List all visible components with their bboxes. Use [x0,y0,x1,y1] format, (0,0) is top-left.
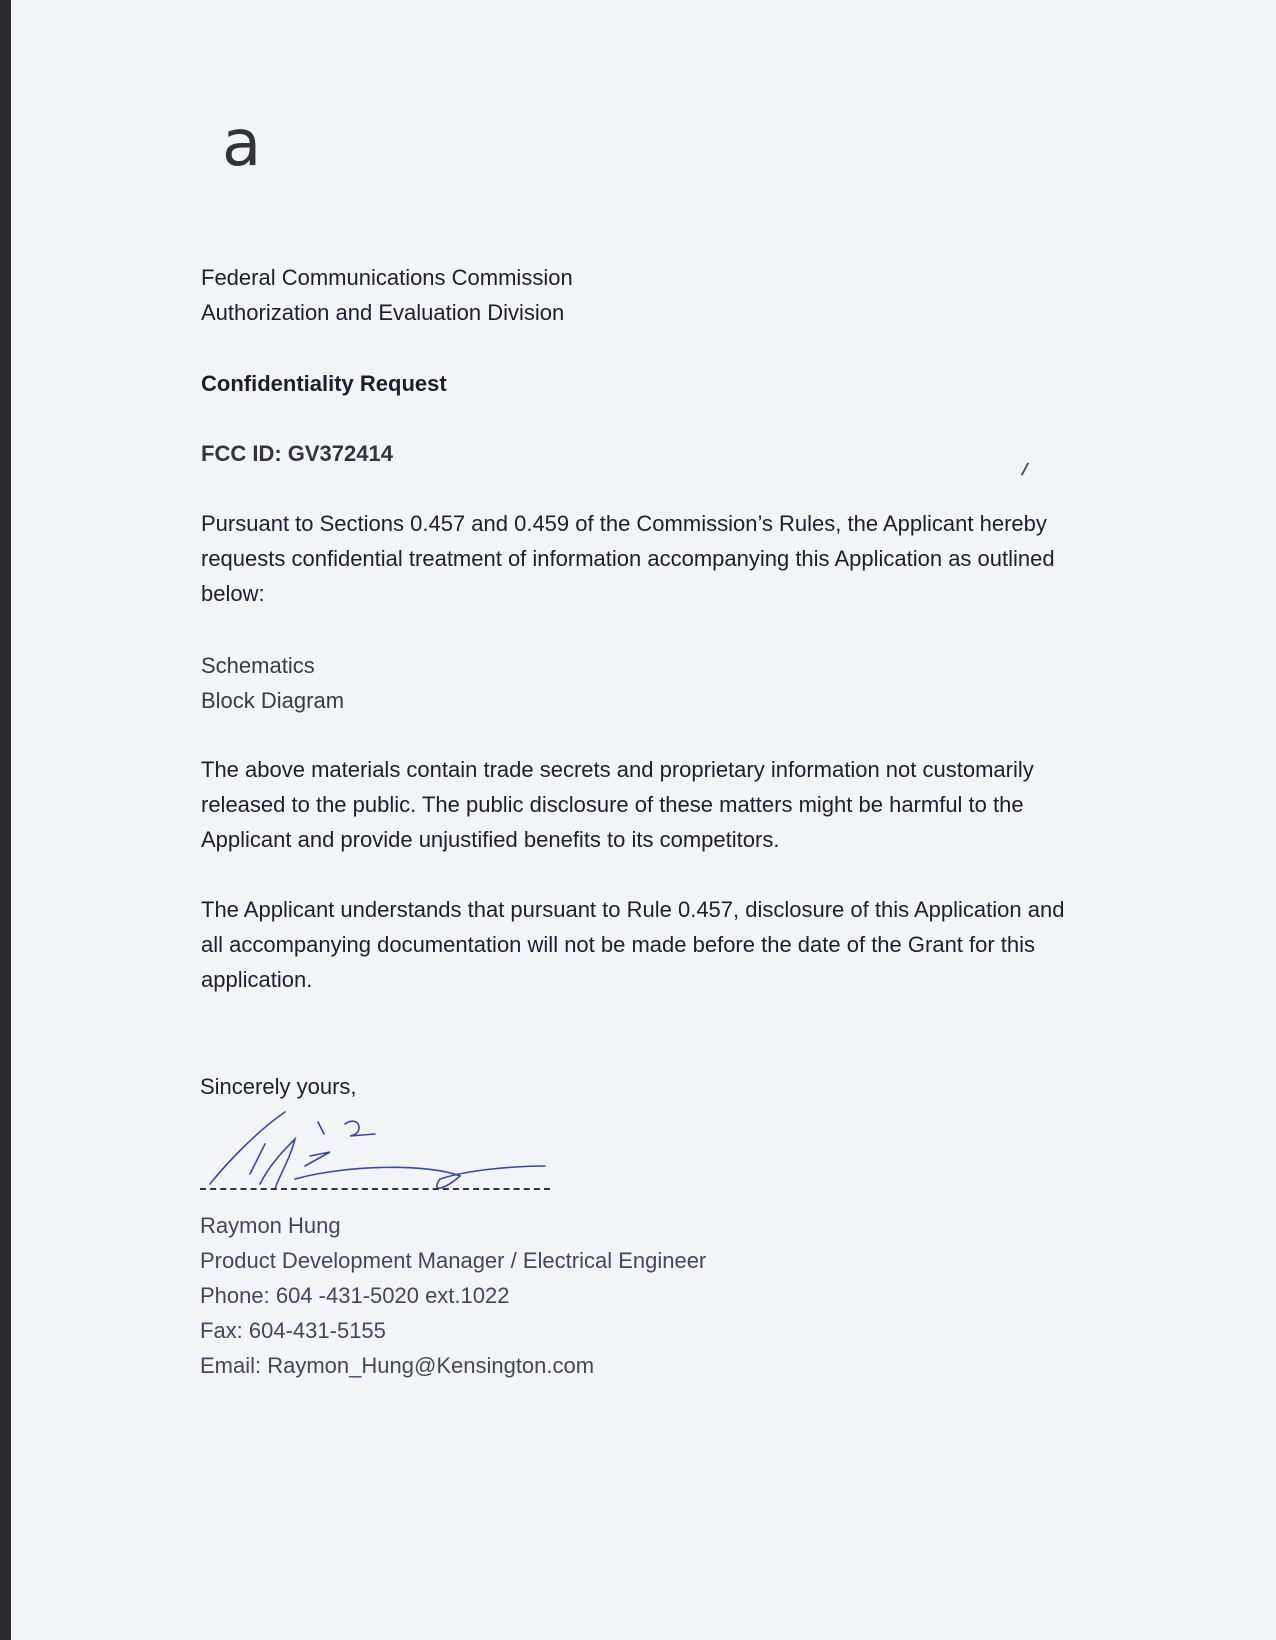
signature-line [200,1188,550,1190]
recipient-line-2: Authorization and Evaluation Division [201,300,565,325]
paragraph-disclosure: The Applicant understands that pursuant to Rule 0.457, disclosure of this Application and all accompanying documentation will not be made before the date of the Grant for this application. [201,897,1065,992]
signer-title: Product Development Manager / Electrical Engineer [200,1248,707,1273]
confidential-items-list [201,648,344,718]
signer-phone: Phone: 604 -431-5020 ext.1022 [200,1283,510,1308]
signer-name: Raymon Hung [200,1213,341,1238]
signer-fax: Fax: 604-431-5155 [200,1318,386,1343]
paragraph-request: Pursuant to Sections 0.457 and 0.459 of the Commission’s Rules, the Applicant hereby requests confidential treatment of information accompanying this Application as outlined below: [201,511,1055,606]
fcc-id: FCC ID: GV372414 [201,441,393,466]
company-logo: a [222,107,262,181]
scan-edge [0,0,11,1640]
handwritten-signature [200,1104,560,1199]
recipient-line-1: Federal Communications Commission [201,265,573,290]
list-item: Block Diagram [201,688,345,713]
letter-heading: Confidentiality Request [201,371,447,396]
closing: Sincerely yours, [200,1074,357,1099]
signer-contact-block [200,1208,706,1383]
scan-mark [1021,462,1029,475]
list-item: Schematics [201,653,315,678]
recipient-address [201,260,573,330]
paragraph-trade-secrets: The above materials contain trade secrets and proprietary information not customarily released to the public. The public disclosure of these matters might be harmful to the Applicant and provide unjustified benefits to its competitors. [201,757,1034,852]
signer-email: Email: Raymon_Hung@Kensington.com [200,1353,595,1378]
